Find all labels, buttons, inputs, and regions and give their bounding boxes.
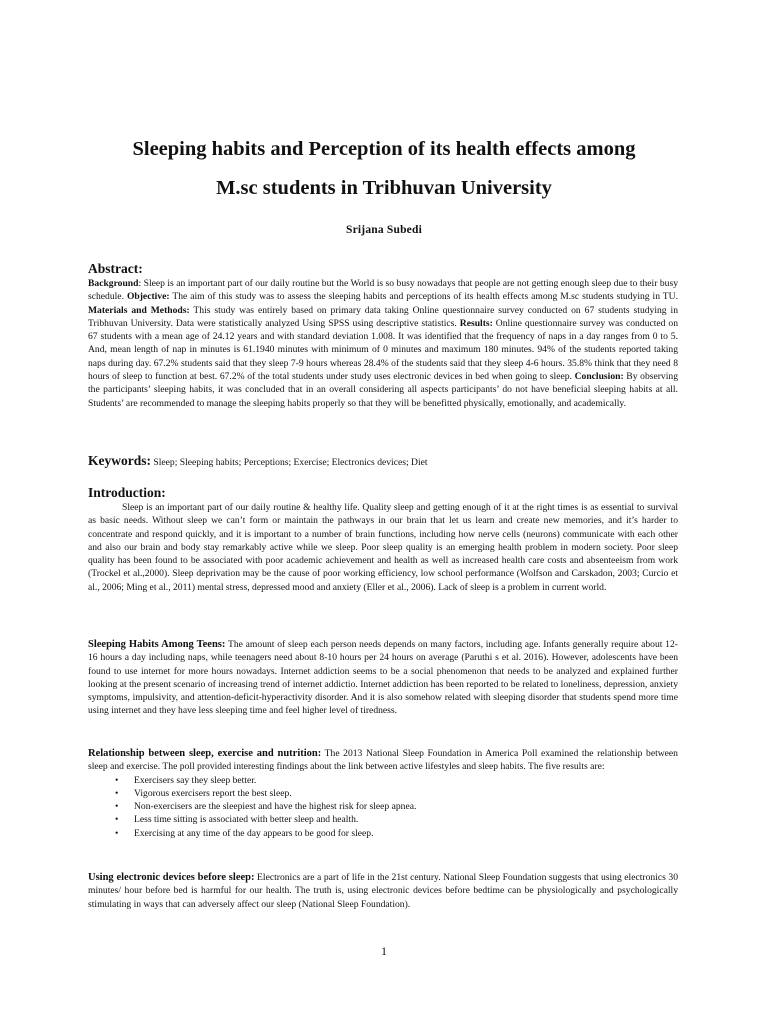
abstract-heading: Abstract:: [88, 261, 143, 276]
electronics-text: Electronics are a part of life in the 21st century. National Sleep Foundation suggests that using electronics 30 minutes/ hour before bed is harmful for our health. The truth is, using electronic devices before bedtime can be physiologically and psychologically stimulating in ways that can adversely affect our sleep (National Sleep Foundation).: [88, 872, 679, 910]
list-item: [88, 813, 678, 826]
paper-title-line-2: M.sc students in Tribhuvan University: [216, 177, 552, 199]
abstract-body: [88, 277, 678, 410]
sleeping-habits-teens-section: [88, 638, 678, 718]
bullet-icon: •: [115, 801, 119, 813]
relationship-heading: Relationship between sleep, exercise and nutrition:: [88, 748, 322, 759]
bullet-icon: •: [115, 827, 119, 839]
conclusion-text: By observing the participants’ sleeping habits, it was concluded that in an overall considering all aspects participants’ do not have beneficial sleeping habits at all. Students’ are recommended to manage the sleeping habits properly so that they will be benefitted physically, emotionally, and academically.: [88, 371, 678, 409]
bullet-icon: •: [115, 814, 119, 826]
introduction-section: [88, 485, 678, 594]
teens-heading: Sleeping Habits Among Teens:: [88, 639, 226, 650]
electronic-devices-section: [88, 871, 678, 911]
results-text: Online questionnaire survey was conducted on 67 students with a mean age of 24.12 years and with standard deviation 1.008. It was identified that the frequency of naps in a day ranges from 0 to 5. And, mean length of nap in minutes is 61.1940 minutes with minimum of 0 minutes and maximum 180 minutes. 94% of the students reported taking naps during day. 67.2% students said that they sleep 7-9 hours whereas 28.4% of the students said that they sleep 4-6 hours. 35.8% think that they need 8 hours of sleep to function at best. 67.2% of the total students under study uses electronic devices in bed when going to sleep.: [88, 317, 679, 383]
introduction-body: Sleep is an important part of our daily routine & healthy life. Quality sleep and getting enough of it at the right times is as essential to survival as basic needs. Without sleep we can’t form or maintain the pathways in our brain that let us learn and create new memories, and it’s harder to concentrate and respond quickly, and it is important to a number of brain functions, including how nerve cells (neurons) communicate with each other and also our brain and body stay remarkably active while we sleep. Poor sleep quality is an emerging health problem in modern society. Poor sleep quality has been found to be associated with poor academic achievement and health as well as increased health care costs and absenteeism from work (Trockel et al.,2000). Sleep deprivation may be the cause of poor working efficiency, low school performance (Wolfson and Carskadon, 2003; Curcio et al., 2006; Ming et al., 2011) mental stress, depressed mood and anxiety (Eller et al., 2006). Lack of sleep is a problem in current world.: [88, 502, 678, 593]
paper-title-line-1: Sleeping habits and Perception of its health effects among: [132, 138, 636, 160]
teens-paragraph: [88, 638, 678, 718]
keywords-line: [88, 453, 678, 471]
results-bullet-list: [88, 774, 678, 840]
bullet-text: Exercisers say they sleep better.: [134, 774, 257, 786]
relationship-text: The 2013 National Sleep Foundation in America Poll examined the relationship between sleep and exercise. The poll provided interesting findings about the link between active lifestyles and sleep habits. The five results are:: [88, 748, 678, 773]
bullet-text: Exercising at any time of the day appears to be good for sleep.: [134, 827, 374, 839]
abstract-section: [88, 261, 678, 410]
conclusion-label: Conclusion:: [574, 371, 624, 383]
background-text: : Sleep is an important part of our daily routine but the World is so busy nowadays that people are not getting enough sleep due to their busy schedule.: [88, 278, 678, 303]
relationship-section: [88, 747, 678, 840]
list-item: [88, 800, 678, 813]
methods-text: This study was entirely based on primary data taking Online questionnaire survey conducted on 67 students studying in Tribhuvan University. Data were statistically analyzed Using SPSS using descriptive statistics.: [88, 304, 678, 329]
results-label: Results:: [459, 317, 493, 329]
relationship-paragraph: [88, 747, 678, 774]
background-label: Background: [88, 278, 139, 289]
list-item: [88, 827, 678, 840]
introduction-heading: Introduction:: [88, 485, 166, 500]
author-name: Srijana Subedi: [346, 224, 422, 236]
list-item: [88, 774, 678, 787]
bullet-text: Less time sitting is associated with better sleep and health.: [134, 814, 359, 826]
list-item: [88, 787, 678, 800]
objective-text: The aim of this study was to assess the sleeping habits and perceptions of its health effects among M.sc students studying in TU.: [169, 291, 678, 303]
electronics-heading: Using electronic devices before sleep:: [88, 872, 255, 883]
keywords-value: Sleep; Sleeping habits; Perceptions; Exercise; Electronics devices; Diet: [151, 457, 428, 468]
teens-text: The amount of sleep each person needs depends on many factors, including age. Infants generally require about 12-16 hours a day including naps, while teenagers need about 8-10 hours per 24 hours on average (Paruthi s et al. 2016). However, adolescents have been found to use internet for more hours nowadays. Internet addiction seems to be a social phenomenon that needs to be analyzed and explained further looking at the present scenario of increasing trend of internet addictio. Internet addiction has been reported to be related to loneliness, depression, anxiety symptoms, impulsivity, and attention-deficit-hyperactivity disorder. And it is also somehow related with sleeping disorder that students spend more time using internet and they have less sleeping time and feel higher level of tiredness.: [88, 639, 678, 717]
bullet-icon: •: [115, 774, 119, 786]
electronics-paragraph: [88, 871, 678, 911]
methods-label: Materials and Methods:: [88, 304, 190, 316]
bullet-text: Vigorous exercisers report the best sleep.: [134, 787, 292, 799]
objective-label: Objective:: [126, 291, 170, 303]
bullet-icon: •: [115, 787, 119, 799]
bullet-text: Non-exercisers are the sleepiest and have the highest risk for sleep apnea.: [134, 801, 417, 813]
page-number: 1: [381, 944, 387, 958]
keywords-label: Keywords:: [88, 453, 151, 468]
